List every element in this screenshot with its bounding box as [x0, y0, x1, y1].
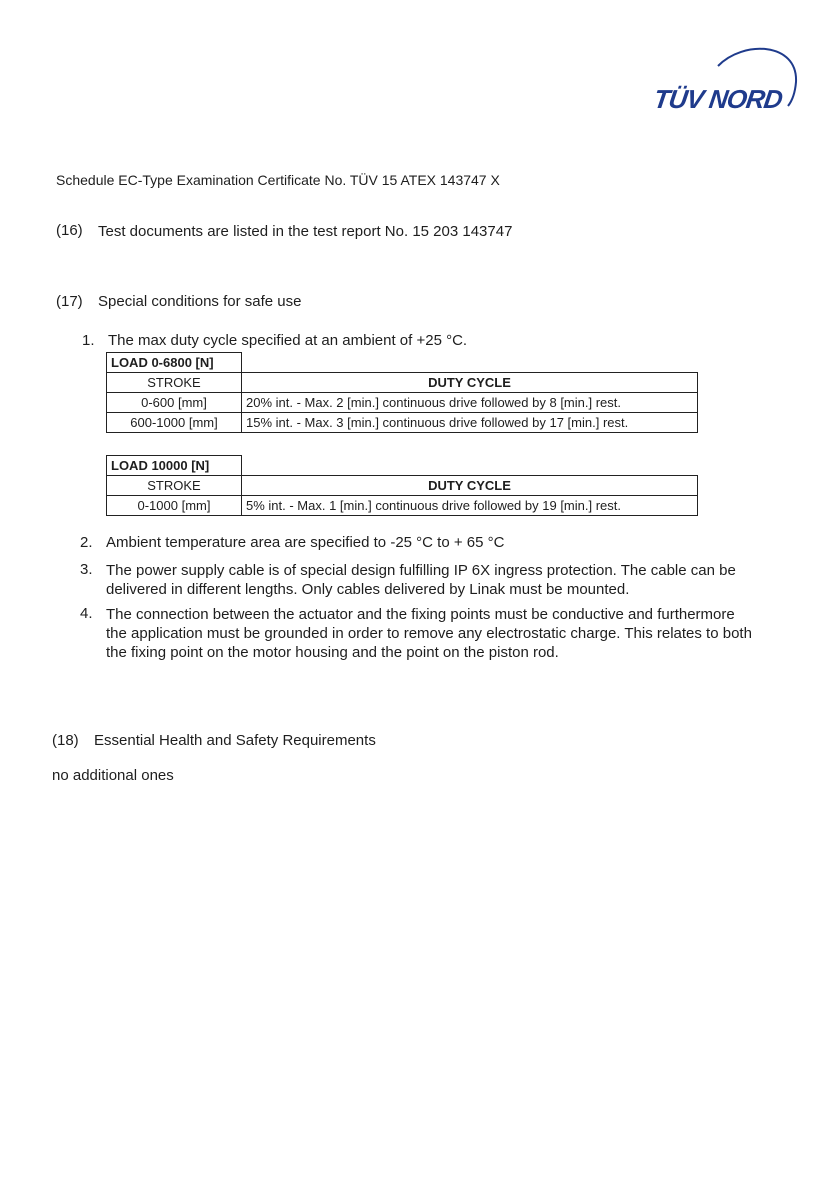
condition-2-number: 2. — [80, 534, 93, 551]
section-18-text: no additional ones — [52, 767, 174, 784]
section-16-number: (16) — [56, 222, 83, 239]
section-16-text: Test documents are listed in the test report No. 15 203 143747 — [98, 223, 513, 240]
duty-cell: 20% int. - Max. 2 [min.] continuous drive followed by 8 [min.] rest. — [242, 393, 698, 413]
section-18-number: (18) — [52, 732, 79, 749]
duty-cycle-header: DUTY CYCLE — [242, 476, 698, 496]
section-18-title: Essential Health and Safety Requirements — [94, 732, 376, 749]
table-header-row — [107, 373, 698, 393]
stroke-header: STROKE — [107, 476, 242, 496]
stroke-cell: 0-600 [mm] — [107, 393, 242, 413]
section-17-number: (17) — [56, 293, 83, 310]
condition-1-number: 1. — [82, 332, 95, 349]
condition-3-text: The power supply cable is of special design fulfilling IP 6X ingress protection. The cable can be delivered in different lengths. Only cables delivered by Linak must be mounted. — [106, 562, 736, 598]
table-row — [107, 456, 698, 476]
table-row — [107, 413, 698, 433]
table-row — [107, 496, 698, 516]
table-header-row — [107, 476, 698, 496]
table-row — [107, 393, 698, 413]
duty-cycle-table-2 — [106, 455, 698, 516]
stroke-cell: 0-1000 [mm] — [107, 496, 242, 516]
duty-cell: 15% int. - Max. 3 [min.] continuous drive followed by 17 [min.] rest. — [242, 413, 698, 433]
tuv-nord-logo — [648, 44, 808, 124]
condition-2-text: Ambient temperature area are specified to -25 °C to + 65 °C — [106, 534, 505, 551]
logo-text: TÜV NORD — [651, 84, 784, 114]
load-label: LOAD 0-6800 [N] — [107, 353, 242, 373]
condition-4-number: 4. — [80, 605, 93, 622]
condition-3-number: 3. — [80, 561, 93, 578]
section-17-title: Special conditions for safe use — [98, 293, 302, 310]
schedule-title: Schedule EC-Type Examination Certificate No. TÜV 15 ATEX 143747 X — [56, 172, 500, 188]
duty-cycle-table-1 — [106, 352, 698, 433]
stroke-cell: 600-1000 [mm] — [107, 413, 242, 433]
load-label: LOAD 10000 [N] — [107, 456, 242, 476]
table-row — [107, 353, 698, 373]
condition-4-text: The connection between the actuator and the fixing points must be conductive and furthermore the application must be grounded in order to remove any electrostatic charge. This relates to both the fixing point on the motor housing and the point on the piston rod. — [106, 606, 752, 661]
duty-cycle-header: DUTY CYCLE — [242, 373, 698, 393]
condition-1-text: The max duty cycle specified at an ambient of +25 °C. — [108, 332, 468, 349]
duty-cell: 5% int. - Max. 1 [min.] continuous drive followed by 19 [min.] rest. — [242, 496, 698, 516]
stroke-header: STROKE — [107, 373, 242, 393]
